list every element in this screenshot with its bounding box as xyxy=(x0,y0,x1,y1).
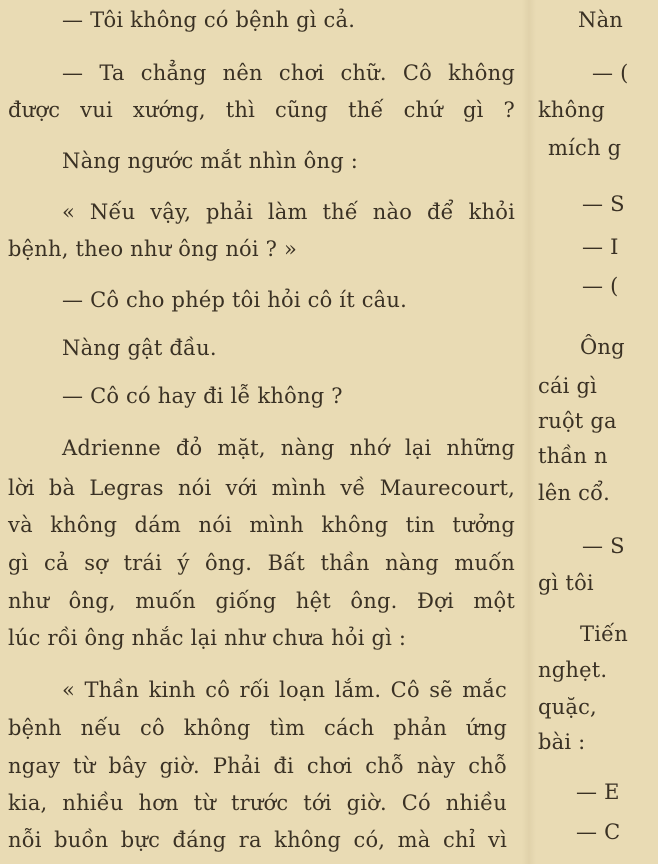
text-line: lúc rồi ông nhắc lại như chưa hỏi gì : xyxy=(8,626,407,650)
text-line: — Tôi không có bệnh gì cả. xyxy=(62,8,356,32)
text-line: và không dám nói mình không tin tưởng xyxy=(8,513,515,537)
text-line: — ( xyxy=(592,61,629,85)
text-line: bệnh nếu cô không tìm cách phản ứng xyxy=(8,716,507,740)
text-line: kia, nhiều hơn từ trước tới giờ. Có nhiều xyxy=(8,791,507,815)
text-line: « Nếu vậy, phải làm thế nào để khỏi xyxy=(62,200,515,224)
text-line: gì cả sợ trái ý ông. Bất thần nàng muốn xyxy=(8,551,515,575)
text-line: Ông xyxy=(580,335,625,359)
text-line: lời bà Legras nói với mình về Maurecourt, xyxy=(8,476,515,500)
text-line: Nàn xyxy=(578,8,624,32)
page-gutter xyxy=(522,0,536,864)
text-line: thần n xyxy=(538,444,608,468)
text-line: — C xyxy=(576,820,621,844)
text-line: được vui xướng, thì cũng thế chứ gì ? xyxy=(8,98,515,122)
text-line: gì tôi xyxy=(538,571,594,595)
text-line: — E xyxy=(576,780,620,804)
text-line: nỗi buồn bực đáng ra không có, mà chỉ vì xyxy=(8,828,507,852)
text-line: không xyxy=(538,98,605,122)
text-line: Nàng ngước mắt nhìn ông : xyxy=(62,149,358,173)
text-line: Tiến xyxy=(580,622,628,646)
text-line: bệnh, theo như ông nói ? » xyxy=(8,237,298,261)
text-line: — I xyxy=(582,235,619,259)
text-line: ruột ga xyxy=(538,409,617,433)
text-line: quặc, xyxy=(538,695,597,719)
text-line: cái gì xyxy=(538,374,598,398)
text-line: — S xyxy=(582,534,625,558)
text-line: « Thần kinh cô rối loạn lắm. Cô sẽ mắc xyxy=(62,678,507,702)
text-line: như ông, muốn giống hệt ông. Đợi một xyxy=(8,589,515,613)
text-line: nghẹt. xyxy=(538,658,608,682)
text-line: bài : xyxy=(538,730,586,754)
text-line: Adrienne đỏ mặt, nàng nhớ lại những xyxy=(62,436,515,460)
text-line: — ( xyxy=(582,274,619,298)
text-line: mích g xyxy=(548,136,622,160)
text-line: Nàng gật đầu. xyxy=(62,336,217,360)
text-line: lên cổ. xyxy=(538,481,611,505)
text-line: — Cô cho phép tôi hỏi cô ít câu. xyxy=(62,288,408,312)
text-line: — Cô có hay đi lễ không ? xyxy=(62,384,343,408)
text-line: ngay từ bây giờ. Phải đi chơi chỗ này chỗ xyxy=(8,754,507,778)
text-line: — Ta chẳng nên chơi chữ. Cô không xyxy=(62,61,515,85)
text-line: — S xyxy=(582,192,625,216)
